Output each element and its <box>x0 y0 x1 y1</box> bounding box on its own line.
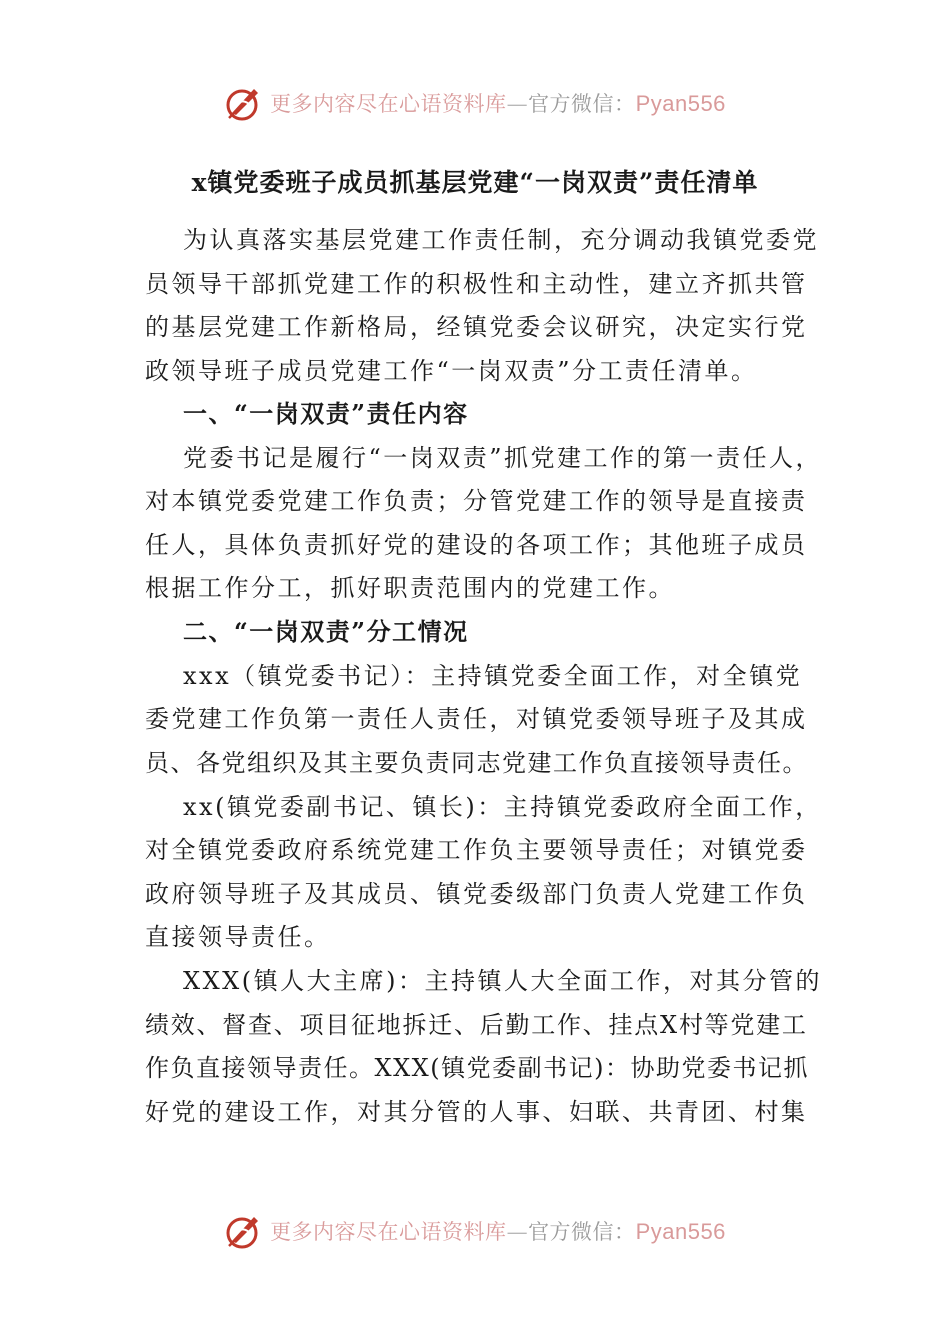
paragraph-line: 好党的建设工作，对其分管的人事、妇联、共青团、村集 <box>145 1098 808 1126</box>
quill-pen-logo-icon <box>224 83 264 123</box>
paragraph-line: 党委书记是履行“一岗双责”抓党建工作的第一责任人， <box>183 444 823 472</box>
paragraph-line: 员领导干部抓党建工作的积极性和主动性，建立齐抓共管 <box>145 270 808 298</box>
paragraph-line: 对全镇党委政府系统党建工作负主要领导责任；对镇党委 <box>145 836 808 864</box>
watermark-banner-top <box>0 78 950 128</box>
paragraph-line: 政领导班子成员党建工作“一岗双责”分工责任清单。 <box>145 357 758 385</box>
watermark-separator: — <box>506 92 529 116</box>
watermark-wechat-id: Pyan556 <box>635 1219 726 1244</box>
watermark-banner-bottom <box>0 1206 950 1256</box>
paragraph-line: xx(镇党委副书记、镇长)：主持镇党委政府全面工作， <box>183 793 822 821</box>
paragraph-line: 委党建工作负第一责任人责任，对镇党委领导班子及其成 <box>145 705 808 733</box>
paragraph-line: XXX(镇人大主席)：主持镇人大全面工作，对其分管的 <box>183 967 822 995</box>
paragraph-line: 为认真落实基层党建工作责任制，充分调动我镇党委党 <box>183 226 819 254</box>
paragraph-line: 绩效、督查、项目征地拆迁、后勤工作、挂点X村等党建工 <box>145 1011 808 1039</box>
paragraph-line: 对本镇党委党建工作负责；分管党建工作的领导是直接责 <box>145 487 808 515</box>
watermark-text <box>270 88 726 118</box>
watermark-label: 官方微信： <box>528 1220 636 1244</box>
paragraph-line: 根据工作分工，抓好职责范围内的党建工作。 <box>145 574 675 602</box>
watermark-separator: — <box>506 1220 529 1244</box>
watermark-wechat-id: Pyan556 <box>635 91 726 116</box>
paragraph-line: 直接领导责任。 <box>145 923 331 951</box>
paragraph-line: 任人，具体负责抓好党的建设的各项工作；其他班子成员 <box>145 531 808 559</box>
paragraph-line: 政府领导班子及其成员、镇党委级部门负责人党建工作负 <box>145 880 808 908</box>
paragraph-line: xxx（镇党委书记）：主持镇党委全面工作，对全镇党 <box>183 662 803 690</box>
watermark-site-text: 更多内容尽在心语资料库 <box>270 92 507 116</box>
watermark-label: 官方微信： <box>528 92 636 116</box>
section-heading: 二、“一岗双责”分工情况 <box>183 617 469 646</box>
section-heading: 一、“一岗双责”责任内容 <box>183 399 469 428</box>
paragraph-line: 员、各党组织及其主要负责同志党建工作负直接领导责任。 <box>145 749 808 777</box>
quill-pen-logo-icon <box>224 1211 264 1251</box>
watermark-text <box>270 1216 726 1246</box>
watermark-site-text: 更多内容尽在心语资料库 <box>270 1220 507 1244</box>
paragraph-line: 的基层党建工作新格局，经镇党委会议研究，决定实行党 <box>145 313 808 341</box>
paragraph-line: 作负直接领导责任。XXX(镇党委副书记)：协助党委书记抓 <box>145 1054 809 1082</box>
document-title: x镇党委班子成员抓基层党建“一岗双责”责任清单 <box>191 168 759 197</box>
